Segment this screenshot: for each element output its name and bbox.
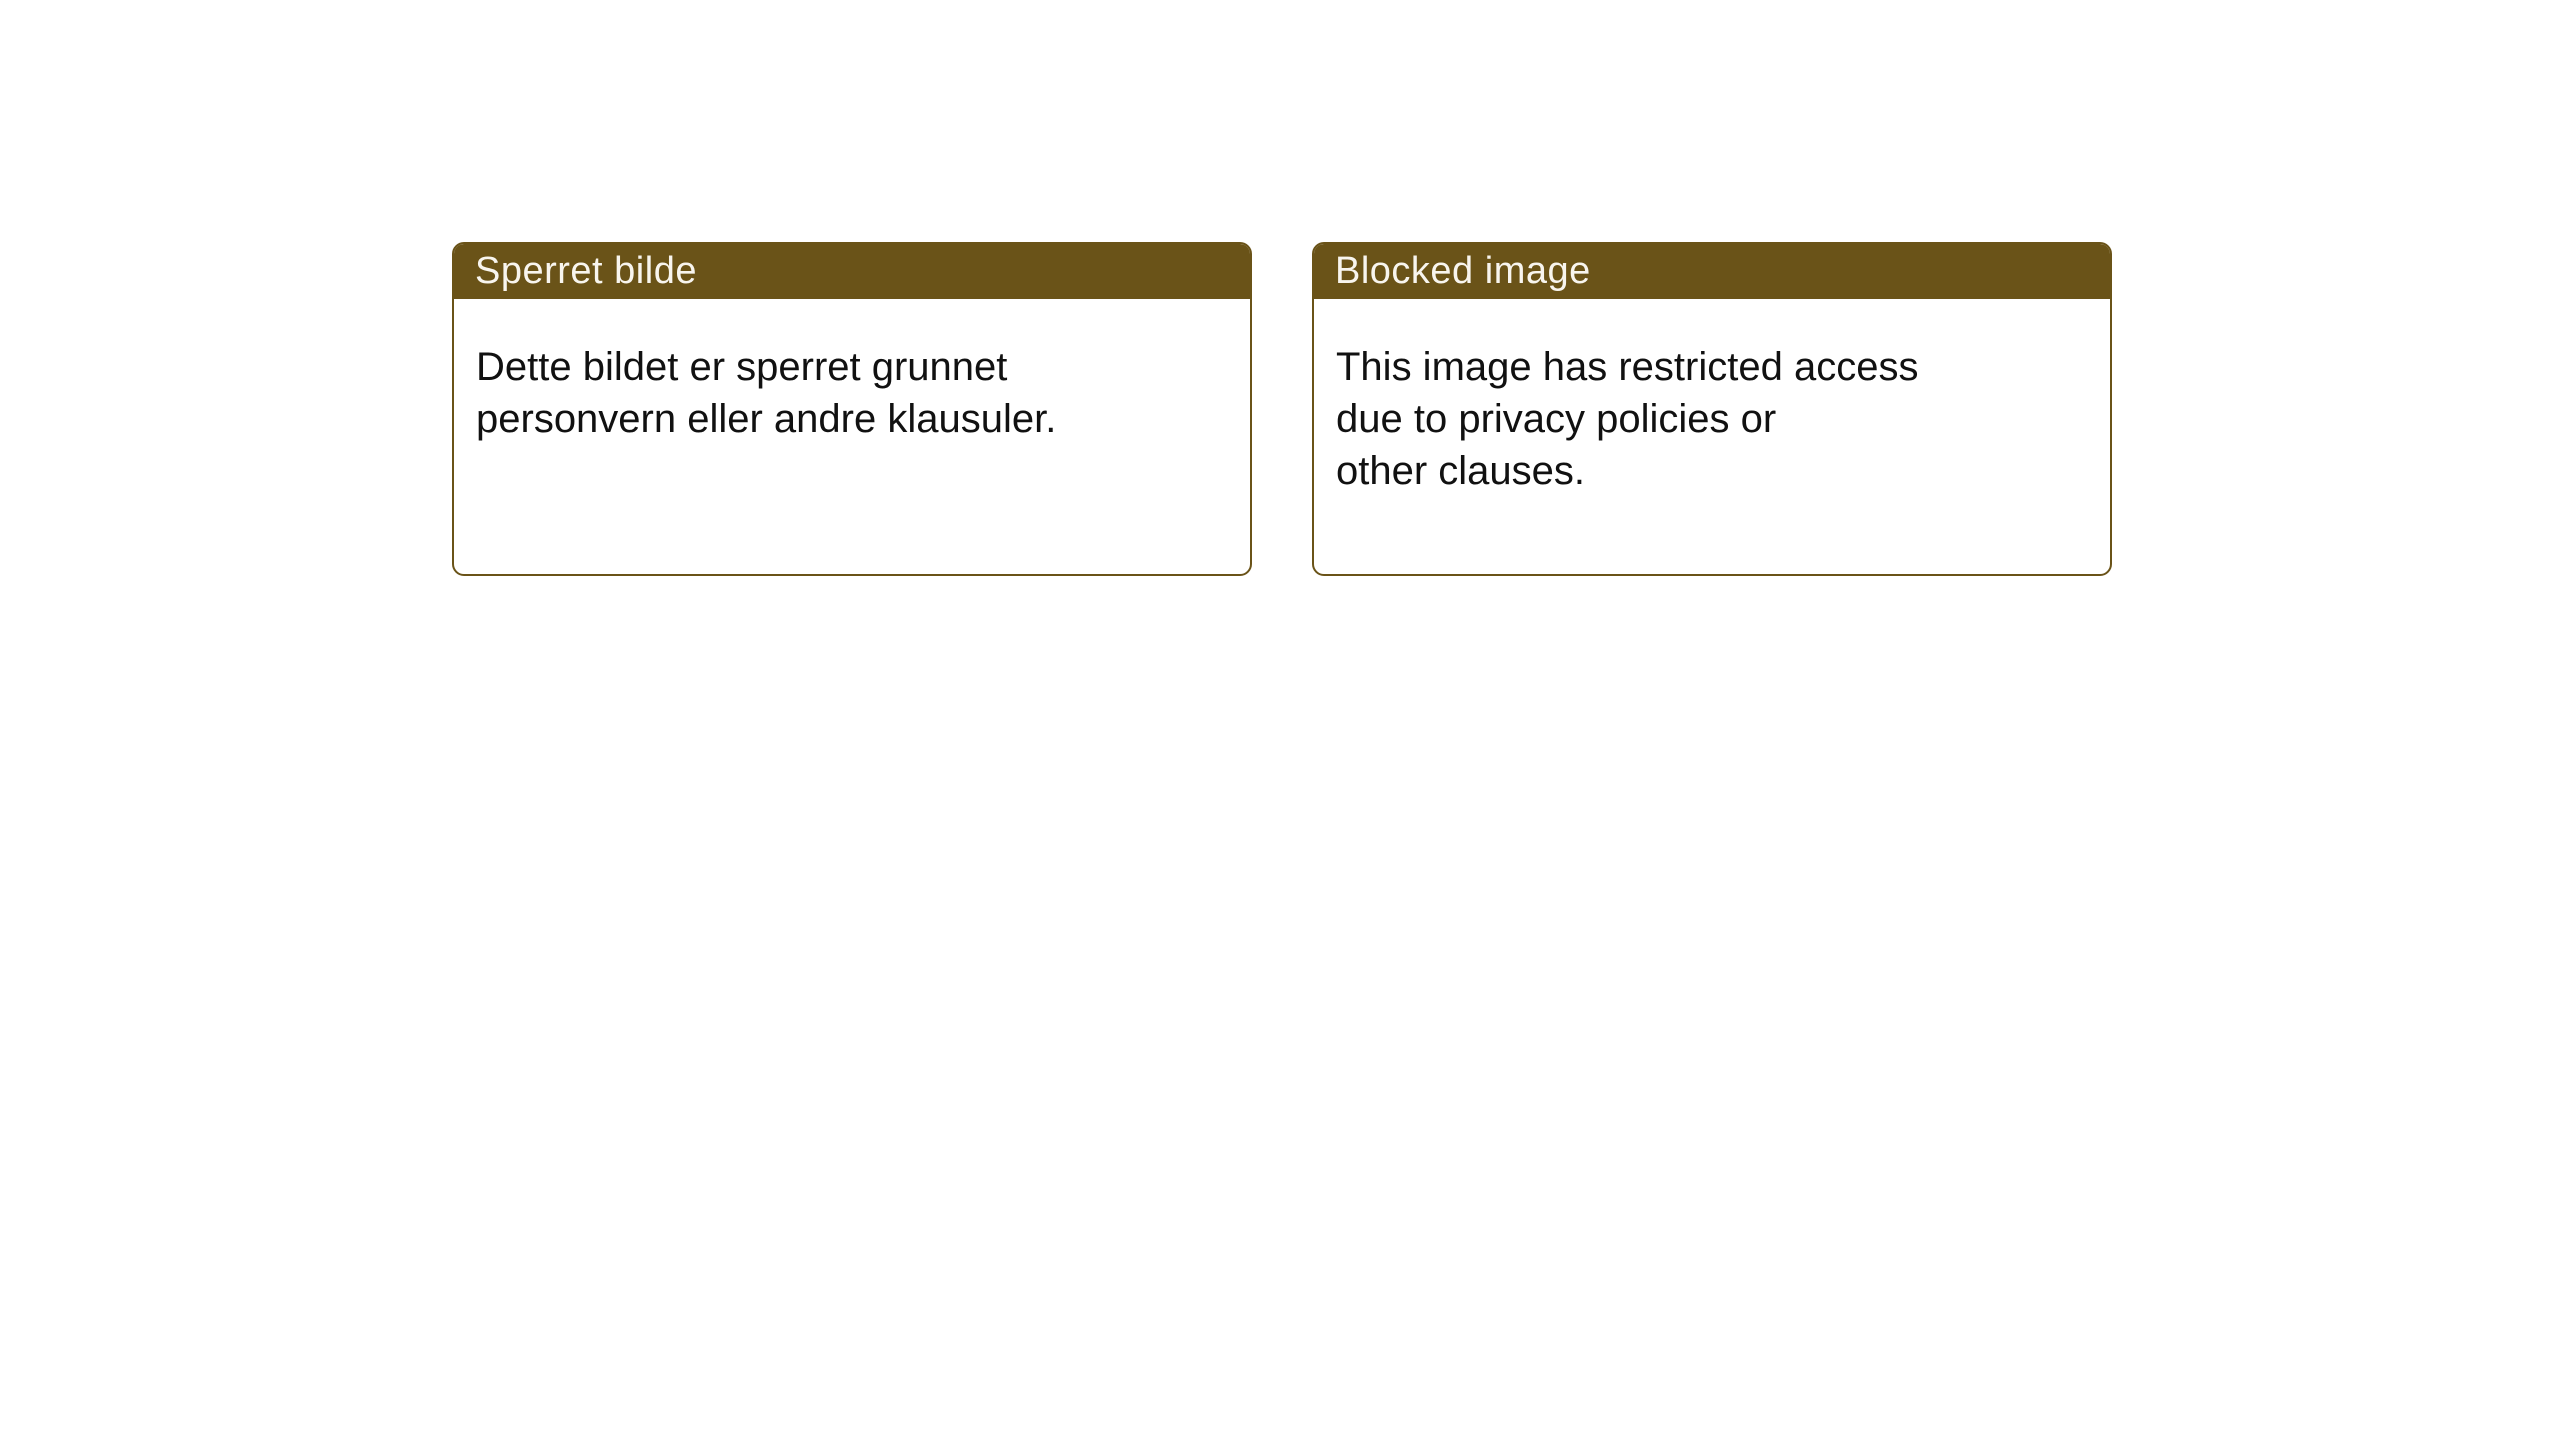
blocked-image-message: This image has restricted access due to privacy policies or other clauses.	[1336, 345, 1919, 493]
card-body	[454, 299, 1250, 465]
card-body	[1314, 299, 2110, 517]
card-header	[453, 243, 1251, 299]
blocked-image-message: Dette bildet er sperret grunnet personvern eller andre klausuler.	[476, 345, 1057, 441]
card-title: Sperret bilde	[475, 250, 697, 292]
card-title: Blocked image	[1335, 250, 1591, 292]
blocked-image-card-english	[1312, 242, 2112, 576]
card-header	[1313, 243, 2111, 299]
blocked-image-card-norwegian	[452, 242, 1252, 576]
